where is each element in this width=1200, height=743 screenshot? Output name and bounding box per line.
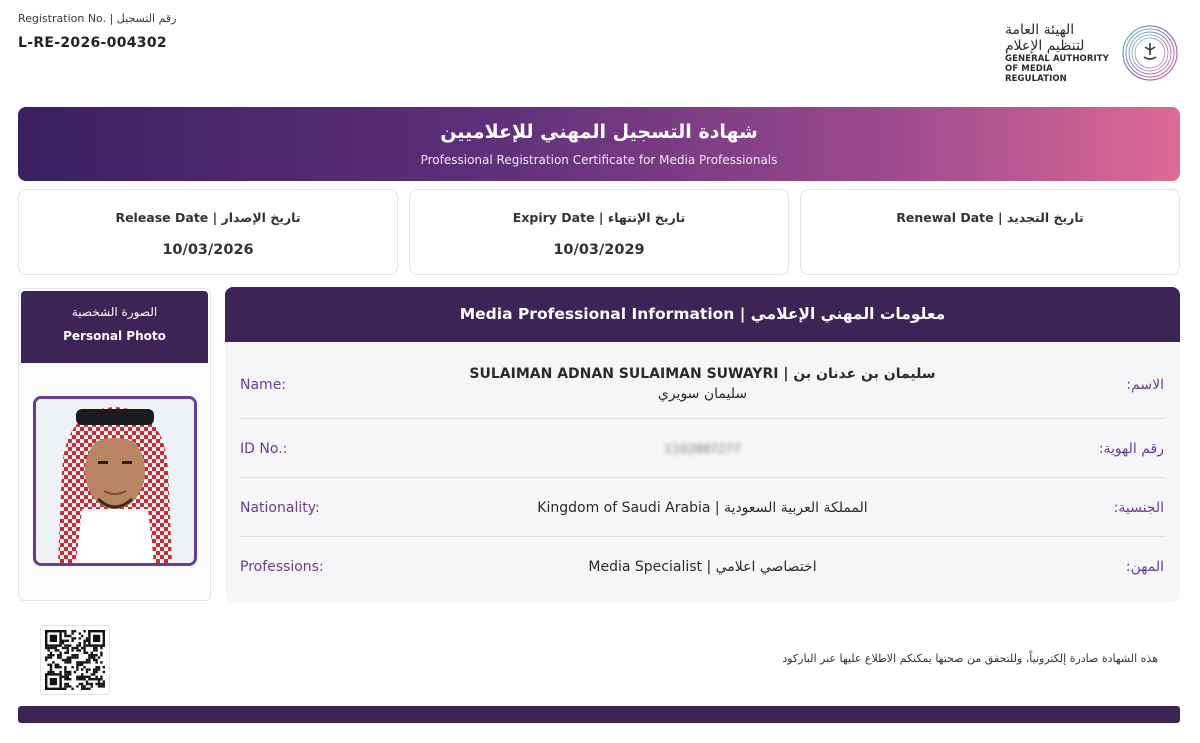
info-header: Media Professional Information | معلومات المهني الإعلامي (225, 287, 1180, 342)
qr-code-icon (45, 630, 105, 690)
certificate-title-arabic: شهادة التسجيل المهني للإعلاميين (440, 121, 758, 143)
dates-row (18, 189, 1180, 275)
id-row (225, 420, 1180, 478)
professions-row (225, 537, 1180, 595)
registration-block (18, 12, 176, 51)
logo-text (1005, 22, 1117, 84)
logo-english-line2: OF MEDIA REGULATION (1005, 64, 1067, 84)
release-date-label: Release Date | تاريخ الإصدار (115, 210, 301, 225)
row-divider (239, 418, 1165, 419)
expiry-date-card (409, 189, 789, 275)
name-value-line1: SULAIMAN ADNAN SULAIMAN SUWAYRI | سليمان بن عدنان بن (469, 366, 936, 382)
verification-note: هذه الشهادة صادرة إلكترونياً، وللتحقق من صحتها يمكنكم الاطلاع عليها عبر الباركود (782, 652, 1158, 665)
registration-label: Registration No. | رقم التسجيل (18, 12, 177, 25)
professions-value: Media Specialist | اختصاصي اعلامي (588, 559, 817, 575)
photo-label-arabic: الصورة الشخصية (71, 305, 158, 319)
nationality-label-english: Nationality: (240, 500, 320, 516)
expiry-date-label: Expiry Date | تاريخ الإنتهاء (512, 210, 686, 225)
verification-qr-code[interactable] (40, 625, 110, 695)
authority-logo (1005, 22, 1180, 84)
expiry-date-value: 10/03/2029 (553, 242, 645, 258)
professions-label-arabic: المهن: (1125, 559, 1164, 575)
registration-number: L-RE-2026-004302 (18, 35, 167, 51)
logo-arabic-line2: لتنظيم الإعلام (1005, 38, 1085, 54)
id-value (395, 441, 1010, 457)
id-label-english: ID No.: (240, 441, 288, 457)
nationality-label-arabic: الجنسية: (1113, 500, 1164, 516)
photo-header (21, 291, 208, 363)
id-label-arabic: رقم الهوية: (1098, 441, 1164, 457)
photo-label-english: Personal Photo (63, 329, 166, 343)
personal-photo-card (18, 288, 211, 601)
name-row (225, 342, 1180, 419)
logo-arabic-line1: الهيئة العامة (1005, 22, 1075, 38)
footer-bar (18, 706, 1180, 723)
certificate-title-banner (18, 107, 1180, 181)
personal-photo (33, 396, 197, 566)
name-value-line2: سليمان سويري (657, 386, 748, 402)
certificate-title-english: Professional Registration Certificate for Media Professionals (420, 153, 778, 167)
name-value (395, 366, 1010, 402)
name-label-english: Name: (240, 377, 287, 393)
media-professional-info-card (225, 287, 1180, 602)
renewal-date-label: Renewal Date | تاريخ التجديد (896, 210, 1084, 225)
id-number-blurred: 1102887277 (664, 442, 741, 456)
logo-english-line1: GENERAL AUTHORITY (1005, 54, 1109, 64)
renewal-date-card (800, 189, 1180, 275)
emblem-icon (1120, 23, 1180, 83)
nationality-row (225, 478, 1180, 536)
release-date-value: 10/03/2026 (162, 242, 254, 258)
professions-label-english: Professions: (240, 559, 324, 575)
name-label-arabic: الاسم: (1126, 377, 1164, 393)
nationality-value: Kingdom of Saudi Arabia | المملكة العربية السعودية (537, 500, 868, 516)
release-date-card (18, 189, 398, 275)
portrait-image (36, 399, 194, 563)
